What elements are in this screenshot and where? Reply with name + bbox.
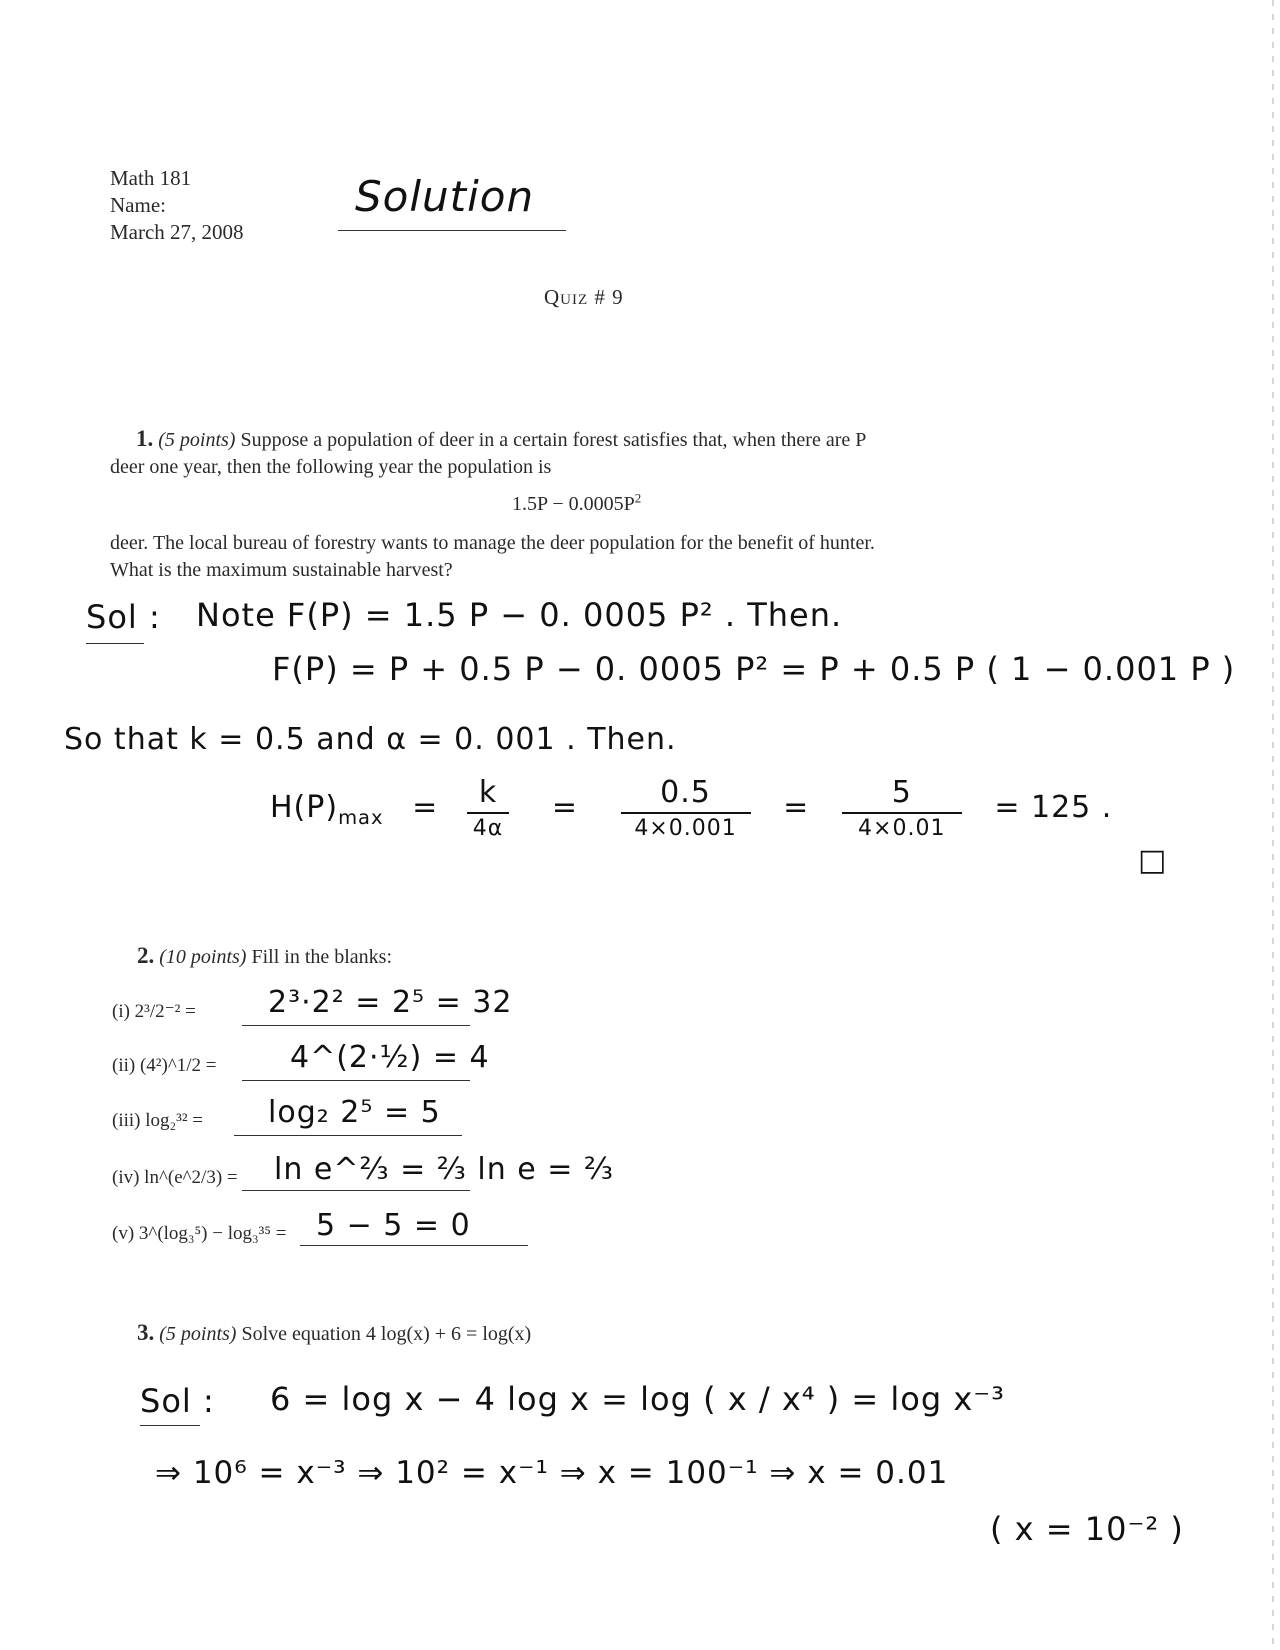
problem-1-points: (5 points) [158, 429, 236, 451]
problem-1-formula [512, 490, 642, 516]
p2-item-1-label: (i) 2³/2⁻² = [112, 1001, 196, 1022]
problem-3-number: 3. [137, 1320, 155, 1345]
p2-item-5-blank [300, 1245, 528, 1246]
p2-item-3-blank [234, 1135, 462, 1136]
p3-sol-line-3: ( x = 10⁻² ) [990, 1510, 1184, 1548]
problem-2-prompt: Fill in the blanks: [251, 946, 393, 968]
problem-2-number: 2. [137, 943, 155, 968]
problem-2-points: (10 points) [159, 946, 247, 968]
p1-sol-line-3: So that k = 0.5 and α = 0. 001 . Then. [64, 722, 677, 757]
problem-1-text [110, 425, 1110, 481]
problem-1-line-2: deer one year, then the following year the population is [110, 456, 552, 478]
problem-3-points: (5 points) [159, 1323, 237, 1345]
p2-item-1-answer: 2³·2² = 2⁵ = 32 [268, 985, 513, 1020]
p2-item-3-answer: log₂ 2⁵ = 5 [268, 1095, 441, 1130]
problem-2-header [137, 943, 392, 969]
p1-result: = 125 . [994, 789, 1113, 825]
name-label: Name: [110, 193, 166, 217]
p3-sol-underline [140, 1425, 200, 1426]
p3-sol-label: Sol : [140, 1382, 215, 1420]
formula-text: 1.5P − 0.0005P [512, 493, 635, 515]
course-label: Math 181 [110, 166, 192, 190]
p2-item-4-blank [242, 1190, 470, 1191]
p1-sol-label: Sol : [86, 598, 161, 636]
scan-edge-artifact [1272, 0, 1274, 1650]
date-label: March 27, 2008 [110, 220, 244, 244]
p2-item-5-label: (v) 3^(log₃⁵) − log₃³⁵ = [112, 1223, 287, 1244]
p2-item-2-answer: 4^(2·½) = 4 [290, 1040, 490, 1075]
p2-item-5-answer: 5 − 5 = 0 [316, 1208, 471, 1243]
problem-3-prompt: Solve equation 4 log(x) + 6 = log(x) [241, 1323, 532, 1345]
fraction-2: $\frac{0.5}{4\times 0.001}$ [621, 775, 751, 841]
problem-1-line-4: What is the maximum sustainable harvest? [110, 559, 453, 581]
problem-1-continuation [110, 530, 1160, 584]
quiz-title: Quiz # 9 [544, 285, 624, 309]
problem-1-line-1: Suppose a population of deer in a certain forest satisfies that, when there are P [240, 429, 867, 451]
fraction-3: $\frac{5}{4\times 0.01}$ [842, 775, 962, 841]
problem-1-line-3: deer. The local bureau of forestry wants to manage the deer population for the benefit of hunter. [110, 532, 875, 554]
problem-1-number: 1. [136, 426, 154, 451]
problem-3-header [137, 1320, 531, 1346]
p1-sol-line-1: Note F(P) = 1.5 P − 0. 0005 P² . Then. [196, 596, 843, 634]
p2-item-2-blank [242, 1080, 470, 1081]
qed-box-icon: □ [1138, 843, 1168, 878]
p2-item-4-answer: ln e^⅔ = ⅔ ln e = ⅔ [274, 1152, 615, 1187]
hmax-symbol: $H(P)_{max}$ [270, 789, 384, 829]
p2-item-1-blank [242, 1025, 470, 1026]
fraction-1: $\frac{k}{4\alpha}$ [467, 775, 510, 841]
p2-item-4-label: (iv) ln^(e^2/3) = [112, 1167, 238, 1188]
p2-item-3-label: (iii) log₂³² = [112, 1110, 204, 1131]
p1-hmax-equation: $H(P)_{max}$ = $\frac{k}{4\alpha}$ = $\frac{0.5}{4\times 0.001}$ = $\frac{5}{4\times 0.01}$ = 125 . [270, 775, 1113, 841]
name-underline [338, 230, 566, 231]
formula-exponent: 2 [634, 490, 642, 506]
handwritten-name: Solution [355, 172, 535, 221]
p1-sol-underline [86, 643, 144, 644]
p3-sol-line-2: ⇒ 10⁶ = x⁻³ ⇒ 10² = x⁻¹ ⇒ x = 100⁻¹ ⇒ x = 0.01 [155, 1455, 949, 1491]
p2-item-2-label: (ii) (4²)^1/2 = [112, 1055, 217, 1076]
p3-sol-line-1: 6 = log x − 4 log x = log ( x / x⁴ ) = log x⁻³ [270, 1380, 1005, 1418]
p1-sol-line-2: F(P) = P + 0.5 P − 0. 0005 P² = P + 0.5 P ( 1 − 0.001 P ) [272, 650, 1236, 688]
